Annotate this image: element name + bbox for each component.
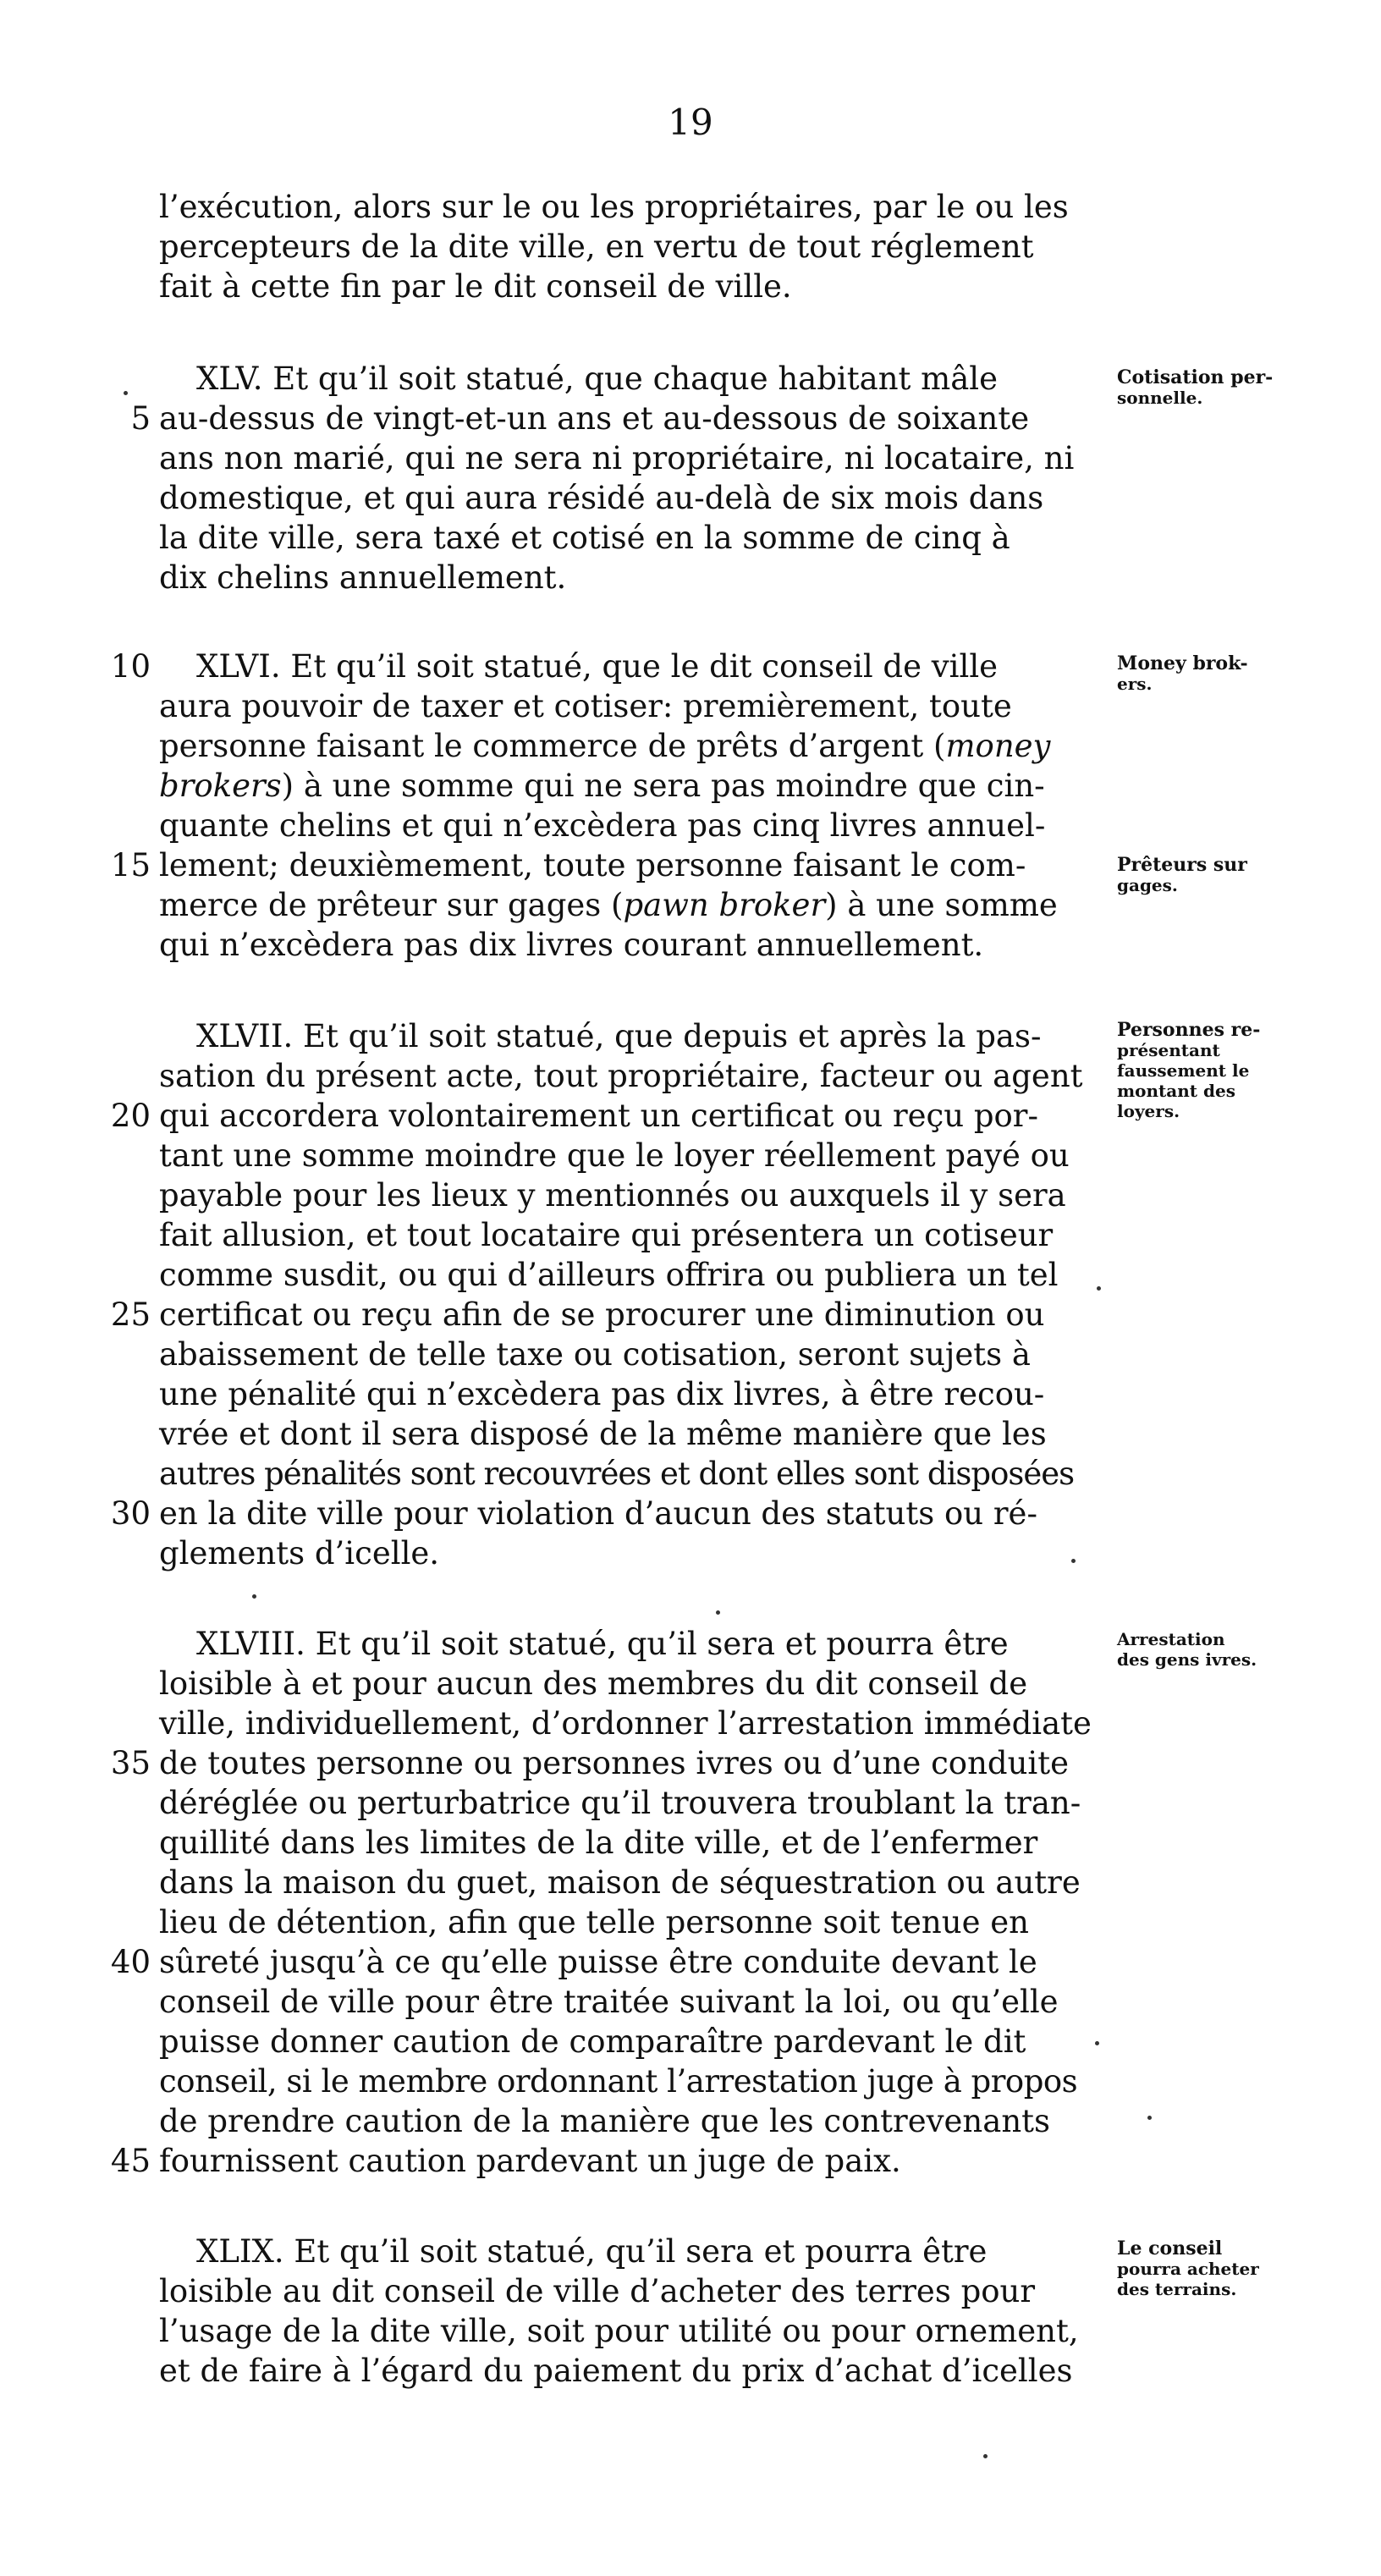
line-number: 15 xyxy=(110,847,151,883)
line-number: 30 xyxy=(110,1495,151,1532)
margin-note-preteurs: Prêteurs sur gages. xyxy=(1117,854,1247,895)
text-line: sûreté jusqu’à ce qu’elle puisse être conduite devant le xyxy=(159,1944,1037,1980)
text-line: tant une somme moindre que le loyer réellement payé ou xyxy=(159,1137,1070,1174)
line-number: 35 xyxy=(110,1745,151,1781)
text-line: ville, individuellement, d’ordonner l’arrestation immédiate xyxy=(159,1705,1092,1742)
margin-note-personnes: Personnes re- présentant faussement le montant des loyers. xyxy=(1117,1019,1261,1121)
section-xlv-line: XLV. Et qu’il soit statué, que chaque habitant mâle xyxy=(196,361,999,397)
text-line: qui n’excèdera pas dix livres courant annuellement. xyxy=(159,927,984,963)
text-line: percepteurs de la dite ville, en vertu de tout réglement xyxy=(159,228,1034,265)
italic-term: brokers xyxy=(159,768,282,804)
section-xlviii-line: XLVIII. Et qu’il soit statué, qu’il sera et pourra être xyxy=(196,1626,1009,1662)
text-line: vrée et dont il sera disposé de la même manière que les xyxy=(159,1416,1047,1452)
text-line: qui accordera volontairement un certificat ou reçu por- xyxy=(159,1098,1038,1134)
line-number: 10 xyxy=(110,648,151,685)
line-number: 45 xyxy=(110,2143,151,2179)
text-line: fournissent caution pardevant un juge de paix. xyxy=(159,2143,901,2179)
text-line: lement; deuxièmement, toute personne faisant le com- xyxy=(159,847,1026,883)
text-line: ans non marié, qui ne sera ni propriétaire, ni locataire, ni xyxy=(159,440,1075,476)
italic-term: pawn broker xyxy=(623,887,826,923)
text-line: aura pouvoir de taxer et cotiser: premièrement, toute xyxy=(159,688,1012,724)
scan-speck xyxy=(716,1610,720,1615)
line-number: 25 xyxy=(110,1296,151,1333)
text-line: fait allusion, et tout locataire qui présentera un cotiseur xyxy=(159,1217,1054,1253)
text-line: l’usage de la dite ville, soit pour utilité ou pour ornement, xyxy=(159,2313,1079,2349)
text-line: loisible à et pour aucun des membres du dit conseil de xyxy=(159,1665,1028,1702)
text-line: en la dite ville pour violation d’aucun des statuts ou ré- xyxy=(159,1495,1037,1532)
scan-speck xyxy=(1097,1286,1101,1291)
text-line: glements d’icelle. xyxy=(159,1535,440,1571)
text-line: dix chelins annuellement. xyxy=(159,559,567,596)
section-xlix-line: XLIX. Et qu’il soit statué, qu’il sera et pourra être xyxy=(196,2233,988,2270)
section-xlvi-line: XLVI. Et qu’il soit statué, que le dit conseil de ville xyxy=(196,648,999,685)
text-line: puisse donner caution de comparaître pardevant le dit xyxy=(159,2023,1026,2060)
line-number: 40 xyxy=(110,1944,151,1980)
text-line: abaissement de telle taxe ou cotisation, seront sujets à xyxy=(159,1336,1031,1373)
text-line: l’exécution, alors sur le ou les propriétaires, par le ou les xyxy=(159,189,1069,225)
text-line: déréglée ou perturbatrice qu’il trouvera troublant la tran- xyxy=(159,1785,1081,1821)
text-line: personne faisant le commerce de prêts d’argent (money xyxy=(159,728,1051,764)
page-number: 19 xyxy=(668,102,713,143)
line-number: 20 xyxy=(110,1098,151,1134)
scan-speck xyxy=(1095,2041,1099,2045)
text-line: brokers) à une somme qui ne sera pas moindre que cin- xyxy=(159,768,1045,804)
scan-speck xyxy=(1071,1559,1076,1563)
text-line: payable pour les lieux y mentionnés ou auxquels il y sera xyxy=(159,1177,1066,1214)
text-line: dans la maison du guet, maison de séquestration ou autre xyxy=(159,1864,1081,1901)
text-line: fait à cette fin par le dit conseil de ville. xyxy=(159,268,792,305)
text-line: conseil, si le membre ordonnant l’arrestation juge à propos xyxy=(159,2063,1078,2100)
text-line: sation du présent acte, tout propriétaire, facteur ou agent xyxy=(159,1058,1083,1094)
text-line: de prendre caution de la manière que les contrevenants xyxy=(159,2103,1051,2139)
margin-note-arrestation: Arrestation des gens ivres. xyxy=(1117,1629,1257,1670)
text-line: domestique, et qui aura résidé au-delà de six mois dans xyxy=(159,480,1044,516)
margin-note-cotisation: Cotisation per- sonnelle. xyxy=(1117,366,1274,408)
text-line: comme susdit, ou qui d’ailleurs offrira ou publiera un tel xyxy=(159,1257,1059,1293)
text-line: de toutes personne ou personnes ivres ou d’une conduite xyxy=(159,1745,1070,1781)
text-line: au-dessus de vingt-et-un ans et au-dessous de soixante xyxy=(159,400,1030,437)
scan-speck xyxy=(1147,2116,1152,2120)
line-number: 5 xyxy=(130,400,151,437)
margin-note-money-brokers: Money brok- ers. xyxy=(1117,652,1248,694)
text-line: conseil de ville pour être traitée suivant la loi, ou qu’elle xyxy=(159,1984,1059,2020)
text-line: quillité dans les limites de la dite ville, et de l’enfermer xyxy=(159,1825,1038,1861)
text-line: quante chelins et qui n’excèdera pas cinq livres annuel- xyxy=(159,807,1046,844)
section-xlvii-line: XLVII. Et qu’il soit statué, que depuis et après la pas- xyxy=(196,1018,1042,1054)
scan-speck xyxy=(252,1594,256,1599)
text-line: une pénalité qui n’excèdera pas dix livres, à être recou- xyxy=(159,1376,1045,1412)
text-line: autres pénalités sont recouvrées et dont elles sont disposées xyxy=(159,1456,1075,1492)
text-line: lieu de détention, afin que telle personne soit tenue en xyxy=(159,1904,1029,1940)
scan-speck xyxy=(983,2454,988,2458)
margin-note-le-conseil: Le conseil pourra acheter des terrains. xyxy=(1117,2237,1259,2299)
text-line: certificat ou reçu afin de se procurer une diminution ou xyxy=(159,1296,1045,1333)
text-line: la dite ville, sera taxé et cotisé en la somme de cinq à xyxy=(159,520,1010,556)
text-line: loisible au dit conseil de ville d’acheter des terres pour xyxy=(159,2273,1036,2309)
text-line: merce de prêteur sur gages (pawn broker) à une somme xyxy=(159,887,1058,923)
scan-speck xyxy=(124,391,128,395)
italic-term: money xyxy=(945,728,1051,764)
text-line: et de faire à l’égard du paiement du prix d’achat d’icelles xyxy=(159,2353,1073,2389)
